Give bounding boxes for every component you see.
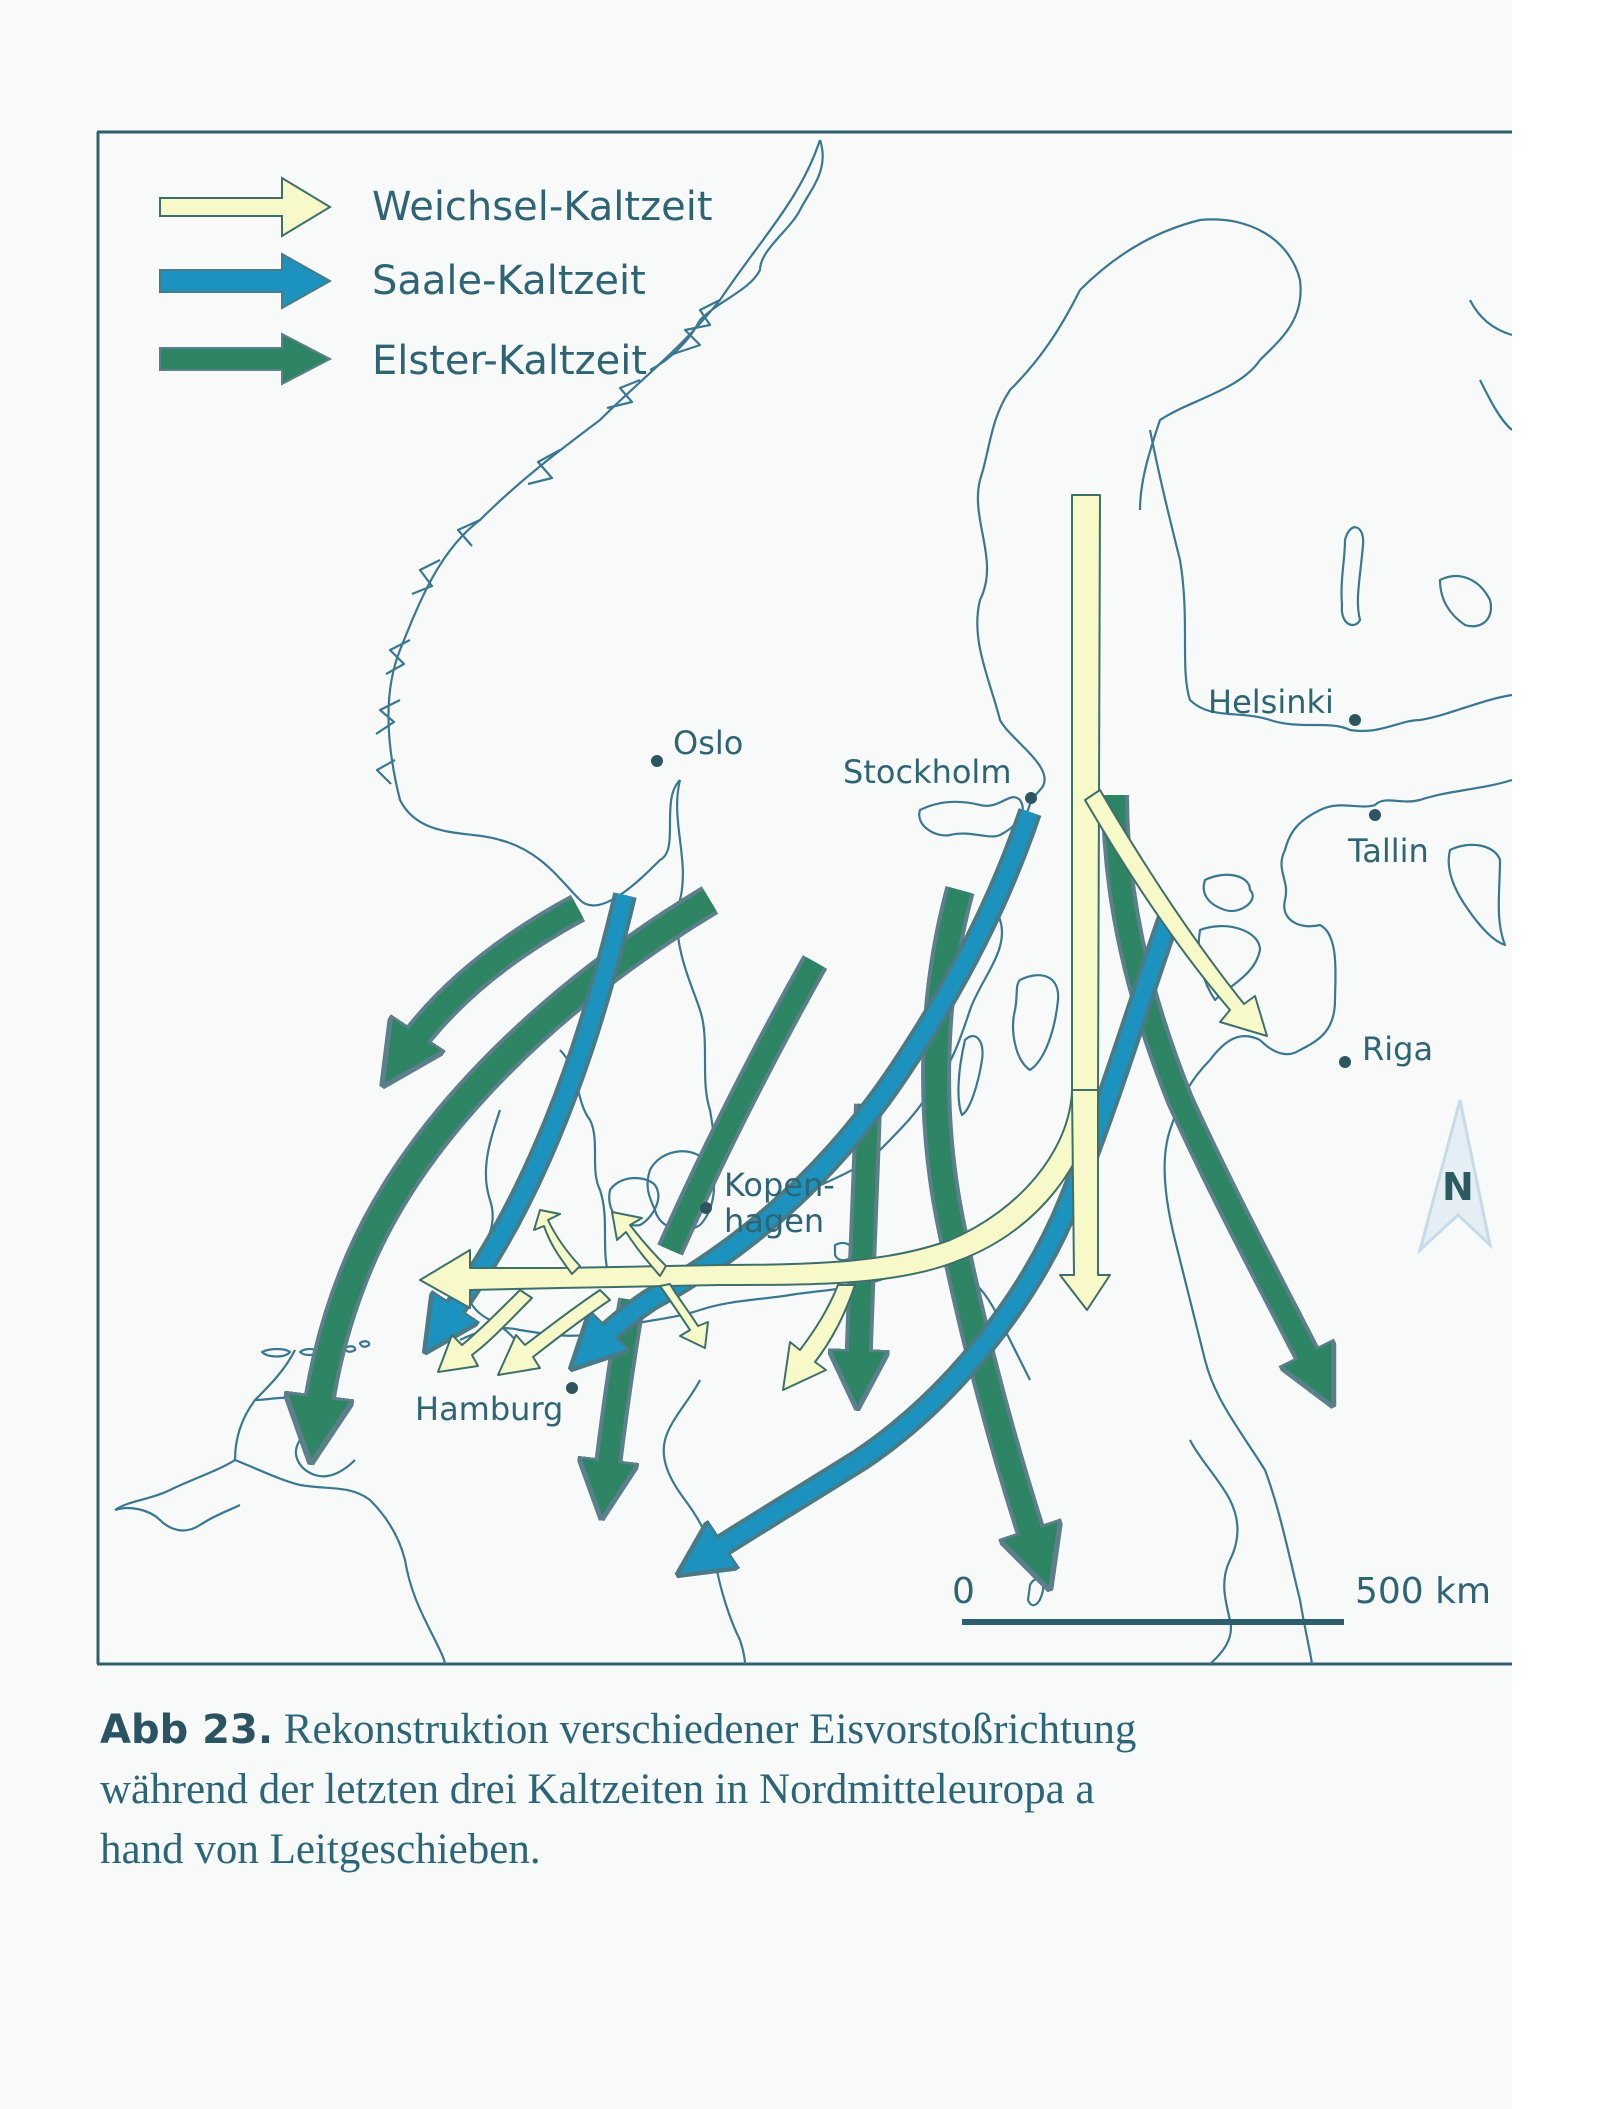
scale-label-start: 0 — [952, 1571, 975, 1612]
island-wolin — [1028, 1579, 1043, 1605]
legend — [160, 178, 713, 384]
lake-peipus — [1449, 845, 1505, 945]
legend-label-saale: Saale-Kaltzeit — [372, 258, 646, 304]
north-label: N — [1442, 1165, 1474, 1209]
city-hamburg — [415, 1382, 578, 1428]
city-dot — [1025, 792, 1037, 804]
scale-bar — [952, 1571, 1491, 1625]
elster-arrow — [858, 1104, 868, 1380]
city-stockholm — [843, 753, 1037, 804]
scale-bar-line — [962, 1619, 1344, 1625]
legend-item-saale — [160, 254, 646, 308]
city-dot — [1339, 1056, 1351, 1068]
city-label-oslo: Oslo — [673, 724, 744, 762]
city-tallin — [1347, 809, 1429, 870]
city-kopenhagen — [700, 1166, 835, 1240]
lake-ladoga — [1440, 576, 1491, 626]
city-label-helsinki: Helsinki — [1208, 683, 1334, 721]
caption-clip — [100, 1700, 1512, 1900]
legend-label-weichsel: Weichsel-Kaltzeit — [372, 184, 713, 230]
city-label-kopenhagen-2: hagen — [724, 1202, 825, 1240]
city-dot — [566, 1382, 578, 1394]
caption-line-1 — [100, 1700, 1512, 1760]
border-germany-poland — [664, 1380, 745, 1664]
city-helsinki — [1208, 683, 1361, 726]
coast-netherlands — [115, 1505, 240, 1530]
coast-norway — [388, 140, 820, 905]
caption-line-3: hand von Leitgeschieben. — [100, 1826, 541, 1873]
island-oland — [958, 1036, 982, 1115]
legend-arrow-saale-icon — [160, 254, 330, 308]
city-label-hamburg: Hamburg — [415, 1390, 564, 1428]
city-label-kopenhagen-1: Kopen- — [724, 1166, 835, 1204]
caption-line-2: während der letzten drei Kaltzeiten in Nordmitteleuropa a — [100, 1766, 1095, 1813]
city-label-tallin: Tallin — [1348, 832, 1429, 870]
legend-label-elster: Elster-Kaltzeit — [372, 338, 648, 384]
coast-stockholm-archipelago — [919, 797, 1023, 836]
legend-item-weichsel — [160, 178, 713, 236]
legend-arrow-elster-icon — [160, 334, 330, 384]
city-dot — [700, 1202, 712, 1214]
weichsel-arrow-nw-1 — [534, 1210, 580, 1274]
island-gotland — [1013, 975, 1058, 1070]
city-label-stockholm: Stockholm — [843, 753, 1012, 791]
north-arrow — [1420, 1100, 1490, 1250]
city-oslo — [651, 724, 743, 767]
city-dot — [651, 755, 663, 767]
elster-arrow — [400, 908, 578, 1060]
coastlines — [115, 140, 1512, 1664]
coast-north-norway — [650, 140, 823, 370]
border-poland-east — [1190, 1440, 1238, 1664]
page-margin — [1512, 0, 1608, 2109]
coast-kola — [1470, 300, 1512, 430]
legend-item-elster — [160, 334, 647, 384]
city-riga — [1339, 1030, 1433, 1068]
lake-finland — [1342, 527, 1364, 625]
caption-text-1: Rekonstruktion verschiedener Eisvorstoßrichtung — [283, 1706, 1137, 1753]
figure-label: Abb 23. — [100, 1707, 274, 1753]
border-germany-west — [235, 1460, 445, 1664]
city-dot — [1349, 714, 1361, 726]
legend-arrow-weichsel-icon — [160, 178, 330, 236]
city-dot — [1369, 809, 1381, 821]
scale-label-end: 500 km — [1355, 1571, 1492, 1612]
city-label-riga: Riga — [1362, 1030, 1434, 1068]
coast-scandinavia-north — [1080, 219, 1301, 510]
